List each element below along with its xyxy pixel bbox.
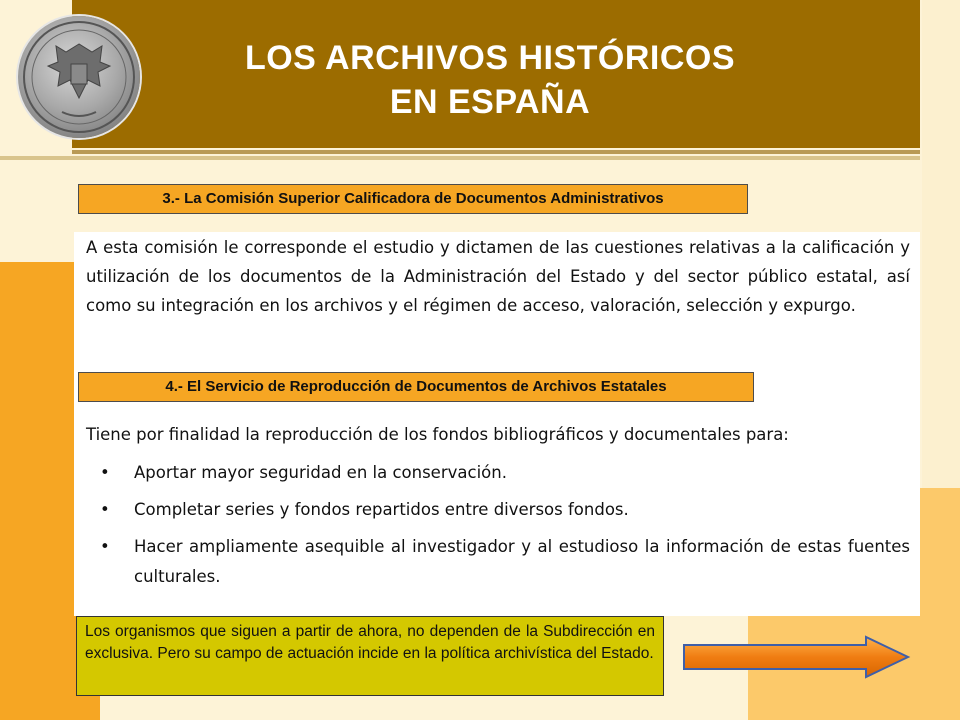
list-item xyxy=(100,458,910,488)
list-item xyxy=(100,532,910,592)
title-line-2: EN ESPAÑA xyxy=(389,83,591,121)
list-item-text: Completar series y fondos repartidos entre diversos fondos. xyxy=(134,500,629,519)
section-4-intro: Tiene por finalidad la reproducción de los fondos bibliográficos y documentales para: xyxy=(86,425,789,444)
section-3-paragraph: A esta comisión le corresponde el estudio y dictamen de las cuestiones relativas a la calificación y utilización de los documentos de la Administración del Estado y del sector público estatal, así como su integración en los archivos y el régimen de acceso, valoración, selección y expurgo. xyxy=(86,238,910,315)
list-item xyxy=(100,495,910,525)
archive-seal-logo xyxy=(18,16,140,138)
header-divider xyxy=(72,150,920,154)
note-box: Los organismos que siguen a partir de ahora, no dependen de la Subdirección en exclusiva. Pero su campo de actuación incide en la política archivística del Estado. xyxy=(76,616,664,696)
section-4-heading: 4.- El Servicio de Reproducción de Documentos de Archivos Estatales xyxy=(78,372,754,402)
bullet-icon: • xyxy=(100,500,110,519)
title-line-1: LOS ARCHIVOS HISTÓRICOS xyxy=(244,39,736,77)
bullet-icon: • xyxy=(100,463,110,482)
list-item-text: Hacer ampliamente asequible al investigador y al estudioso la información de estas fuentes culturales. xyxy=(134,537,910,586)
bullet-icon: • xyxy=(100,537,110,556)
page-title xyxy=(150,36,830,124)
next-arrow-icon[interactable] xyxy=(680,634,912,685)
section-3-heading: 3.- La Comisión Superior Calificadora de Documentos Administrativos xyxy=(78,184,748,214)
header-divider-secondary xyxy=(0,156,920,160)
list-item-text: Aportar mayor seguridad en la conservación. xyxy=(134,463,507,482)
section-4-bullet-list xyxy=(100,458,910,599)
